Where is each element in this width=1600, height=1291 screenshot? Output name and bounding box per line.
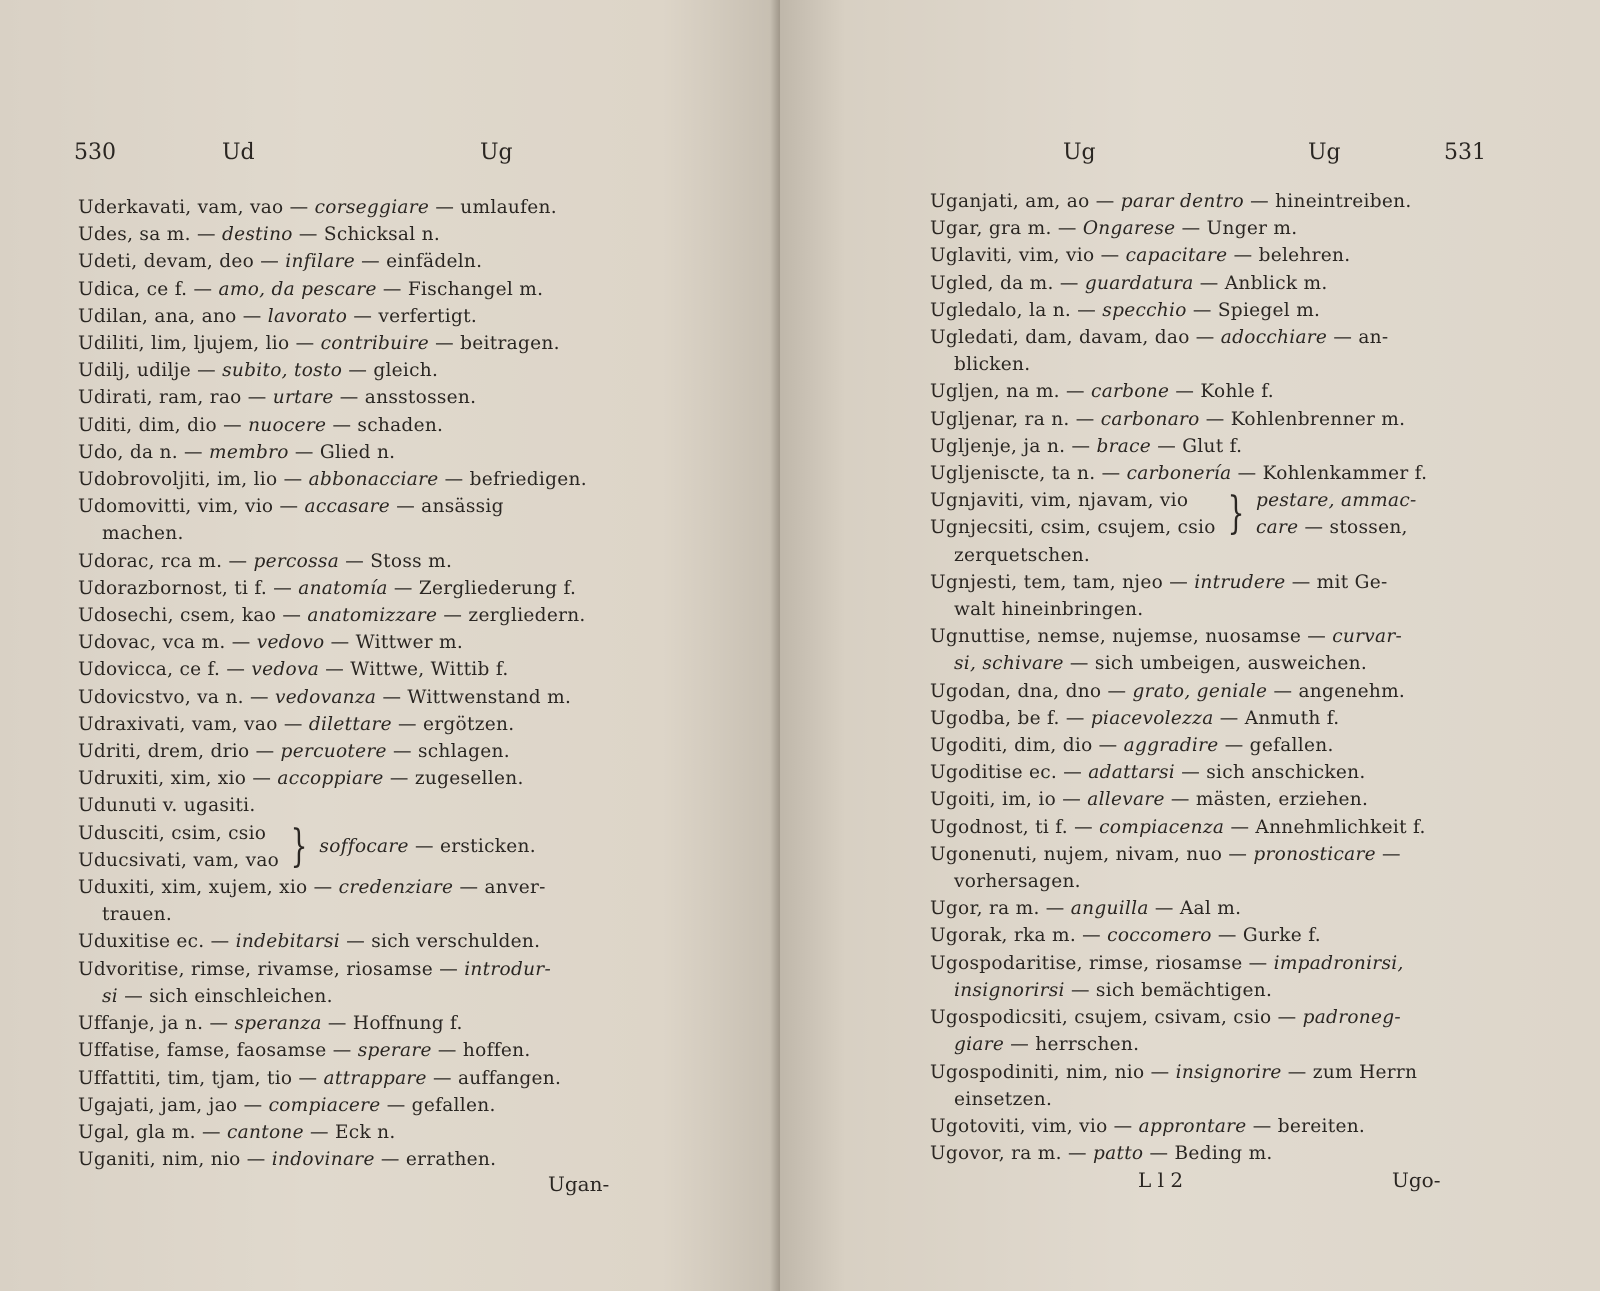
entry-italian: piacevolezza: [1090, 707, 1214, 729]
dictionary-entry: [930, 242, 1530, 269]
entry-headword: Ugonenuti, nujem, nivam, nuo —: [930, 843, 1254, 865]
entry-german: — verfertigt.: [347, 305, 478, 327]
dictionary-entry: [930, 786, 1530, 813]
entry-headword: Ugnuttise, nemse, nujemse, nuosamse —: [930, 626, 1333, 648]
entry-german: — zugesellen.: [383, 768, 524, 790]
braced-entry: [78, 820, 658, 874]
entry-italian: sperare: [357, 1040, 432, 1062]
dictionary-entry: [930, 678, 1530, 705]
entry-german: — gefallen.: [1218, 735, 1334, 757]
dictionary-entry: [78, 738, 658, 765]
entry-german: — ersticken.: [408, 836, 536, 858]
entry-continuation: [930, 650, 1530, 677]
dictionary-entry: [78, 384, 658, 411]
entry-italian: anatomía: [298, 577, 388, 599]
dictionary-entry: [930, 814, 1530, 841]
entry-headword: Udirati, ram, rao —: [78, 387, 273, 409]
entry-german: — gleich.: [342, 360, 439, 382]
entry-headword: Udosechi, csem, kao —: [78, 605, 308, 627]
entry-german: — Spiegel m.: [1186, 299, 1321, 321]
entry-german: — angenehm.: [1267, 680, 1406, 702]
dictionary-entry: [78, 303, 658, 330]
entry-italian: carbonería: [1126, 463, 1232, 485]
entry-german: — auffangen.: [426, 1067, 562, 1089]
dictionary-entry: [78, 874, 658, 901]
dictionary-entry: [930, 569, 1530, 596]
dictionary-entry: [930, 460, 1530, 487]
entry-italian: si: [102, 985, 119, 1007]
dictionary-entry: [78, 1119, 658, 1146]
braced-headwords: [78, 820, 279, 874]
entry-headword: Ugnjaviti, vim, njavam, vio: [930, 490, 1189, 512]
dictionary-entry: [78, 248, 658, 275]
entry-headword: Ugoditi, dim, dio —: [930, 735, 1124, 757]
entry-italian: brace: [1096, 435, 1152, 457]
entry-german: — Kohle f.: [1169, 381, 1274, 403]
entry-headword: Udobrovoljiti, im, lio —: [78, 469, 309, 491]
entry-german: — gefallen.: [380, 1094, 496, 1116]
right-page: [780, 0, 1600, 1291]
entry-italian: amo, da pescare: [218, 278, 377, 300]
entry-german: — Aal m.: [1148, 898, 1242, 920]
entry-continuation: [78, 983, 658, 1010]
entry-german: — Zergliederung f.: [387, 577, 577, 599]
dictionary-entry: [78, 1092, 658, 1119]
entry-headword: Ugled, da m. —: [930, 272, 1085, 294]
entry-german: — Eck n.: [303, 1121, 396, 1143]
running-head-right: Ug: [480, 140, 513, 165]
dictionary-entry: [930, 297, 1530, 324]
entry-italian: anguilla: [1070, 898, 1149, 920]
entry-italian: carbonaro: [1100, 408, 1200, 430]
entry-german: — schlagen.: [386, 741, 510, 763]
braced-headwords: [930, 487, 1216, 541]
entry-headword: Ugledalo, la n. —: [930, 299, 1103, 321]
dictionary-entry: [930, 1059, 1530, 1086]
entry-german: — sich bemächtigen.: [1064, 979, 1273, 1001]
entry-german: — hoffen.: [431, 1040, 531, 1062]
entry-headword: Udorac, rca m. —: [78, 550, 254, 572]
braced-gloss: [319, 833, 535, 860]
entry-german: — mästen, erziehen.: [1164, 789, 1369, 811]
entry-italian: grato, geniale: [1132, 680, 1268, 702]
entry-italian: indovinare: [271, 1149, 375, 1171]
left-page: [0, 0, 780, 1291]
entry-headword: Ugal, gla m. —: [78, 1121, 227, 1143]
entry-headword: Udusciti, csim, csio: [78, 822, 267, 844]
brace-glyph: }: [1227, 488, 1245, 540]
dictionary-entry: [78, 276, 658, 303]
dictionary-entry: [78, 711, 658, 738]
entry-headword: Udica, ce f. —: [78, 278, 219, 300]
entry-italian: attrappare: [323, 1067, 427, 1089]
entry-headword: Ugnjecsiti, csim, csujem, csio: [930, 517, 1216, 539]
dictionary-entry: [78, 466, 658, 493]
entry-headword: Ugodba, be f. —: [930, 707, 1091, 729]
entry-headword: Ugajati, jam, jao —: [78, 1094, 269, 1116]
page-number: 530: [74, 140, 116, 165]
entry-headword: vorhersagen.: [954, 871, 1081, 893]
entry-german: — Annehmlichkeit f.: [1224, 816, 1426, 838]
entry-german: — umlaufen.: [429, 197, 557, 218]
signature-mark: L l 2: [1138, 1168, 1184, 1192]
braced-gloss: [1256, 487, 1417, 541]
entry-continuation: [78, 520, 658, 547]
dictionary-entry: [78, 221, 658, 248]
entry-german: — Kohlenkammer f.: [1231, 463, 1428, 485]
entry-headword: Udes, sa m. —: [78, 224, 222, 246]
entry-german: — sich umbeigen, ausweichen.: [1063, 653, 1368, 675]
entry-italian: corseggiare: [314, 197, 430, 218]
entry-german: — Wittwer m.: [324, 632, 464, 654]
dictionary-entry: [930, 433, 1530, 460]
dictionary-entry: [78, 765, 658, 792]
entry-headword: Udiliti, lim, ljujem, lio —: [78, 333, 321, 355]
entry-continuation: [930, 351, 1530, 378]
entry-headword: Ugotoviti, vim, vio —: [930, 1115, 1139, 1137]
entry-italian: speranza: [234, 1013, 322, 1035]
dictionary-entry: [78, 1065, 658, 1092]
entry-german: —: [1375, 843, 1401, 865]
entry-headword: Uduxiti, xim, xujem, xio —: [78, 877, 339, 899]
page-number: 531: [1444, 140, 1486, 165]
entry-italian: coccomero: [1107, 925, 1212, 947]
entry-italian: accasare: [304, 496, 391, 518]
entry-continuation: [930, 596, 1530, 623]
entry-headword: Ugledati, dam, davam, dao —: [930, 327, 1221, 349]
dictionary-entry: [78, 548, 658, 575]
entry-german: — sich einschleichen.: [118, 985, 333, 1007]
entry-headword: Udilan, ana, ano —: [78, 305, 268, 327]
entry-headword: Ugodan, dna, dno —: [930, 680, 1133, 702]
dictionary-entry: [78, 928, 658, 955]
entry-german: — Unger m.: [1175, 218, 1298, 240]
entry-german: — mit Ge-: [1285, 571, 1388, 593]
entry-italian: vedovo: [256, 632, 325, 654]
entry-italian: vedovanza: [275, 686, 377, 708]
entry-german: — befriedigen.: [438, 469, 587, 491]
entry-italian: aggradire: [1123, 735, 1219, 757]
entry-headword: Udeti, devam, deo —: [78, 251, 286, 273]
entry-italian: indebitarsi: [235, 931, 341, 953]
entry-italian: abbonacciare: [308, 469, 439, 491]
dictionary-entry: [78, 1146, 658, 1173]
entry-german: — Gurke f.: [1211, 925, 1321, 947]
entry-continuation: [930, 1086, 1530, 1113]
entry-headword: walt hineinbringen.: [954, 599, 1144, 621]
entry-german: — schaden.: [326, 414, 444, 436]
entry-italian: destino: [221, 224, 293, 246]
entry-italian: cantone: [227, 1121, 304, 1143]
entry-italian: carbone: [1091, 381, 1170, 403]
entry-german: — sich verschulden.: [340, 931, 541, 953]
dictionary-entry: [930, 705, 1530, 732]
entry-german: — errathen.: [374, 1149, 497, 1171]
entry-italian: pronosticare: [1253, 843, 1376, 865]
entry-headword: Udorazbornost, ti f. —: [78, 577, 299, 599]
entry-italian: padroneg-: [1302, 1007, 1401, 1029]
dictionary-entry: [930, 324, 1530, 351]
entry-italian: dilettare: [308, 713, 392, 735]
dictionary-entry: [930, 1113, 1530, 1140]
dictionary-entry: [930, 922, 1530, 949]
entry-headword: Uganjati, am, ao —: [930, 191, 1121, 212]
dictionary-entry: [78, 629, 658, 656]
entry-italian: nuocere: [248, 414, 327, 436]
dictionary-entry: [930, 950, 1530, 977]
entry-italian: adocchiare: [1220, 327, 1328, 349]
dictionary-entry: [78, 956, 658, 983]
entry-headword: Ugospodiniti, nim, nio —: [930, 1061, 1176, 1083]
entry-italian: credenziare: [338, 877, 454, 899]
entry-italian: adattarsi: [1088, 762, 1176, 784]
entry-italian: soffocare: [319, 836, 409, 858]
entry-headword: Uganiti, nim, nio —: [78, 1149, 272, 1171]
entry-german: — bereiten.: [1246, 1115, 1366, 1137]
entry-headword: Ugnjesti, tem, tam, njeo —: [930, 571, 1195, 593]
dictionary-entry: [78, 330, 658, 357]
entry-headword: Uderkavati, vam, vao —: [78, 197, 315, 218]
entry-continuation: [78, 901, 658, 928]
entry-headword: Ugljenar, ra n. —: [930, 408, 1101, 430]
entry-headword: machen.: [102, 523, 184, 545]
entry-headword: Udo, da n. —: [78, 441, 210, 463]
entry-headword: Udovac, vca m. —: [78, 632, 257, 654]
dictionary-entry: [930, 623, 1530, 650]
entry-german: — Fischangel m.: [376, 278, 544, 300]
dictionary-entry: [930, 378, 1530, 405]
entry-headword: Uffattiti, tim, tjam, tio —: [78, 1067, 324, 1089]
entry-german: — ansässig: [390, 496, 504, 518]
entry-headword: Ugovor, ra m. —: [930, 1143, 1093, 1165]
entry-italian: insignorire: [1175, 1061, 1282, 1083]
dictionary-entry: [930, 759, 1530, 786]
entry-headword: Ugorak, rka m. —: [930, 925, 1108, 947]
entry-headword: Udovicstvo, va n. —: [78, 686, 275, 708]
entry-italian: contribuire: [320, 333, 429, 355]
entry-headword: Ugospodaritise, rimse, riosamse —: [930, 952, 1274, 974]
dictionary-entry: [930, 732, 1530, 759]
entry-german: — stossen,: [1298, 517, 1408, 539]
entry-continuation: [930, 542, 1530, 569]
entry-german: — Beding m.: [1143, 1143, 1273, 1165]
running-head-left: Ug: [1063, 140, 1096, 165]
entry-italian: infilare: [285, 251, 355, 273]
entry-german: — einfädeln.: [355, 251, 483, 273]
entry-italian: patto: [1092, 1143, 1144, 1165]
entry-headword: Ugljenje, ja n. —: [930, 435, 1097, 457]
entry-headword: Udomovitti, vim, vio —: [78, 496, 305, 518]
dictionary-entry: [78, 1037, 658, 1064]
catchword: Ugan-: [548, 1172, 610, 1196]
entry-german: — Glut f.: [1151, 435, 1243, 457]
entry-headword: Uffanje, ja n. —: [78, 1013, 235, 1035]
entry-headword: Udraxivati, vam, vao —: [78, 713, 309, 735]
entry-continuation: [930, 977, 1530, 1004]
entry-german: — ergötzen.: [391, 713, 515, 735]
dictionary-entry: [78, 684, 658, 711]
entry-italian: parar dentro: [1120, 191, 1244, 212]
entry-italian: subito, tosto: [222, 360, 343, 382]
entry-german: — herrschen.: [1004, 1034, 1140, 1056]
dictionary-entry: [78, 602, 658, 629]
dictionary-entry: [78, 412, 658, 439]
entry-headword: Uducsivati, vam, vao: [78, 849, 280, 871]
dictionary-entry: [930, 188, 1530, 215]
entry-italian: impadronirsi,: [1273, 952, 1404, 974]
entry-german: — Kohlenbrenner m.: [1199, 408, 1406, 430]
braced-entry: [930, 487, 1530, 541]
entry-italian: si, schivare: [954, 653, 1064, 675]
entry-german: — zergliedern.: [437, 605, 586, 627]
entry-italian: anatomizzare: [307, 605, 438, 627]
entry-german: — hineintreiben.: [1243, 191, 1412, 212]
dictionary-entry: [930, 1140, 1530, 1167]
entry-german: — ansstossen.: [333, 387, 477, 409]
entry-headword: Uglaviti, vim, vio —: [930, 245, 1126, 267]
entry-german: — an-: [1327, 327, 1389, 349]
entry-headword: Ugoditise ec. —: [930, 762, 1089, 784]
dictionary-entry: [78, 1010, 658, 1037]
entry-italian: percuotere: [280, 741, 387, 763]
entry-headword: Ugodnost, ti f. —: [930, 816, 1100, 838]
entry-italian: compiacenza: [1099, 816, 1225, 838]
dictionary-entry: [78, 194, 658, 221]
dictionary-entry: [78, 792, 658, 819]
entry-german: — zum Herrn: [1281, 1061, 1418, 1083]
entry-german: — Stoss m.: [339, 550, 453, 572]
entry-german: — Hoffnung f.: [321, 1013, 463, 1035]
entry-german: — Anmuth f.: [1213, 707, 1340, 729]
dictionary-entry: [78, 357, 658, 384]
entry-headword: Udvoritise, rimse, rivamse, riosamse —: [78, 958, 465, 980]
entry-italian: compiacere: [268, 1094, 381, 1116]
entry-italian: Ongarese: [1082, 218, 1176, 240]
entry-italian: introdur-: [464, 958, 552, 980]
brace-glyph: }: [290, 820, 308, 872]
entry-headword: Ugor, ra m. —: [930, 898, 1071, 920]
entry-italian: lavorato: [267, 305, 348, 327]
dictionary-entry: [930, 1004, 1530, 1031]
entry-headword: Udunuti v. ugasiti.: [78, 795, 256, 817]
entry-italian: accoppiare: [277, 768, 384, 790]
entry-german: — beitragen.: [429, 333, 560, 355]
dictionary-entry: [78, 439, 658, 466]
entry-headword: Uditi, dim, dio —: [78, 414, 249, 436]
right-entry-list: [930, 188, 1530, 1167]
entry-headword: Ugoiti, im, io —: [930, 789, 1088, 811]
entry-headword: Uduxitise ec. —: [78, 931, 236, 953]
entry-italian: giare: [954, 1034, 1005, 1056]
running-head-left: Ud: [222, 140, 255, 165]
entry-italian: capacitare: [1125, 245, 1228, 267]
dictionary-entry: [78, 575, 658, 602]
entry-headword: Ugljen, na m. —: [930, 381, 1092, 403]
entry-italian: insignorirsi: [954, 979, 1065, 1001]
entry-headword: blicken.: [954, 354, 1031, 376]
entry-italian: approntare: [1138, 1115, 1247, 1137]
entry-continuation: [930, 868, 1530, 895]
dictionary-entry: [930, 895, 1530, 922]
entry-italian: allevare: [1087, 789, 1165, 811]
entry-headword: Ugar, gra m. —: [930, 218, 1083, 240]
dictionary-entry: [78, 493, 658, 520]
dictionary-entry: [78, 656, 658, 683]
entry-headword: Ugljeniscte, ta n. —: [930, 463, 1127, 485]
entry-continuation: [930, 1031, 1530, 1058]
entry-italian: percossa: [253, 550, 340, 572]
entry-italian: membro: [209, 441, 289, 463]
entry-italian: urtare: [272, 387, 334, 409]
left-entry-list: [78, 194, 658, 1173]
entry-italian: pestare, ammac-: [1255, 490, 1417, 512]
entry-headword: Ugospodicsiti, csujem, csivam, csio —: [930, 1007, 1303, 1029]
entry-headword: Udovicca, ce f. —: [78, 659, 252, 681]
dictionary-entry: [930, 406, 1530, 433]
dictionary-entry: [930, 270, 1530, 297]
entry-german: — sich anschicken.: [1175, 762, 1366, 784]
entry-headword: Uffatise, famse, faosamse —: [78, 1040, 358, 1062]
entry-german: — Wittwe, Wittib f.: [319, 659, 509, 681]
entry-headword: Udruxiti, xim, xio —: [78, 768, 278, 790]
entry-headword: Udriti, drem, drio —: [78, 741, 281, 763]
entry-german: — anver-: [453, 877, 546, 899]
entry-german: — belehren.: [1227, 245, 1351, 267]
running-head-right: Ug: [1308, 140, 1341, 165]
entry-headword: zerquetschen.: [954, 544, 1091, 566]
catchword: Ugo-: [1392, 1168, 1441, 1192]
entry-german: — Glied n.: [288, 441, 396, 463]
entry-headword: einsetzen.: [954, 1088, 1053, 1110]
dictionary-entry: [930, 841, 1530, 868]
entry-italian: curvar-: [1332, 626, 1403, 648]
entry-headword: trauen.: [102, 904, 173, 926]
entry-italian: vedova: [251, 659, 320, 681]
entry-italian: intrudere: [1194, 571, 1286, 593]
entry-italian: specchio: [1102, 299, 1187, 321]
dictionary-entry: [930, 215, 1530, 242]
entry-german: — Schicksal n.: [292, 224, 441, 246]
entry-german: — Anblick m.: [1193, 272, 1328, 294]
entry-italian: guardatura: [1084, 272, 1194, 294]
entry-italian: care: [1255, 517, 1299, 539]
entry-german: — Wittwenstand m.: [376, 686, 572, 708]
entry-headword: Udilj, udilje —: [78, 360, 223, 382]
